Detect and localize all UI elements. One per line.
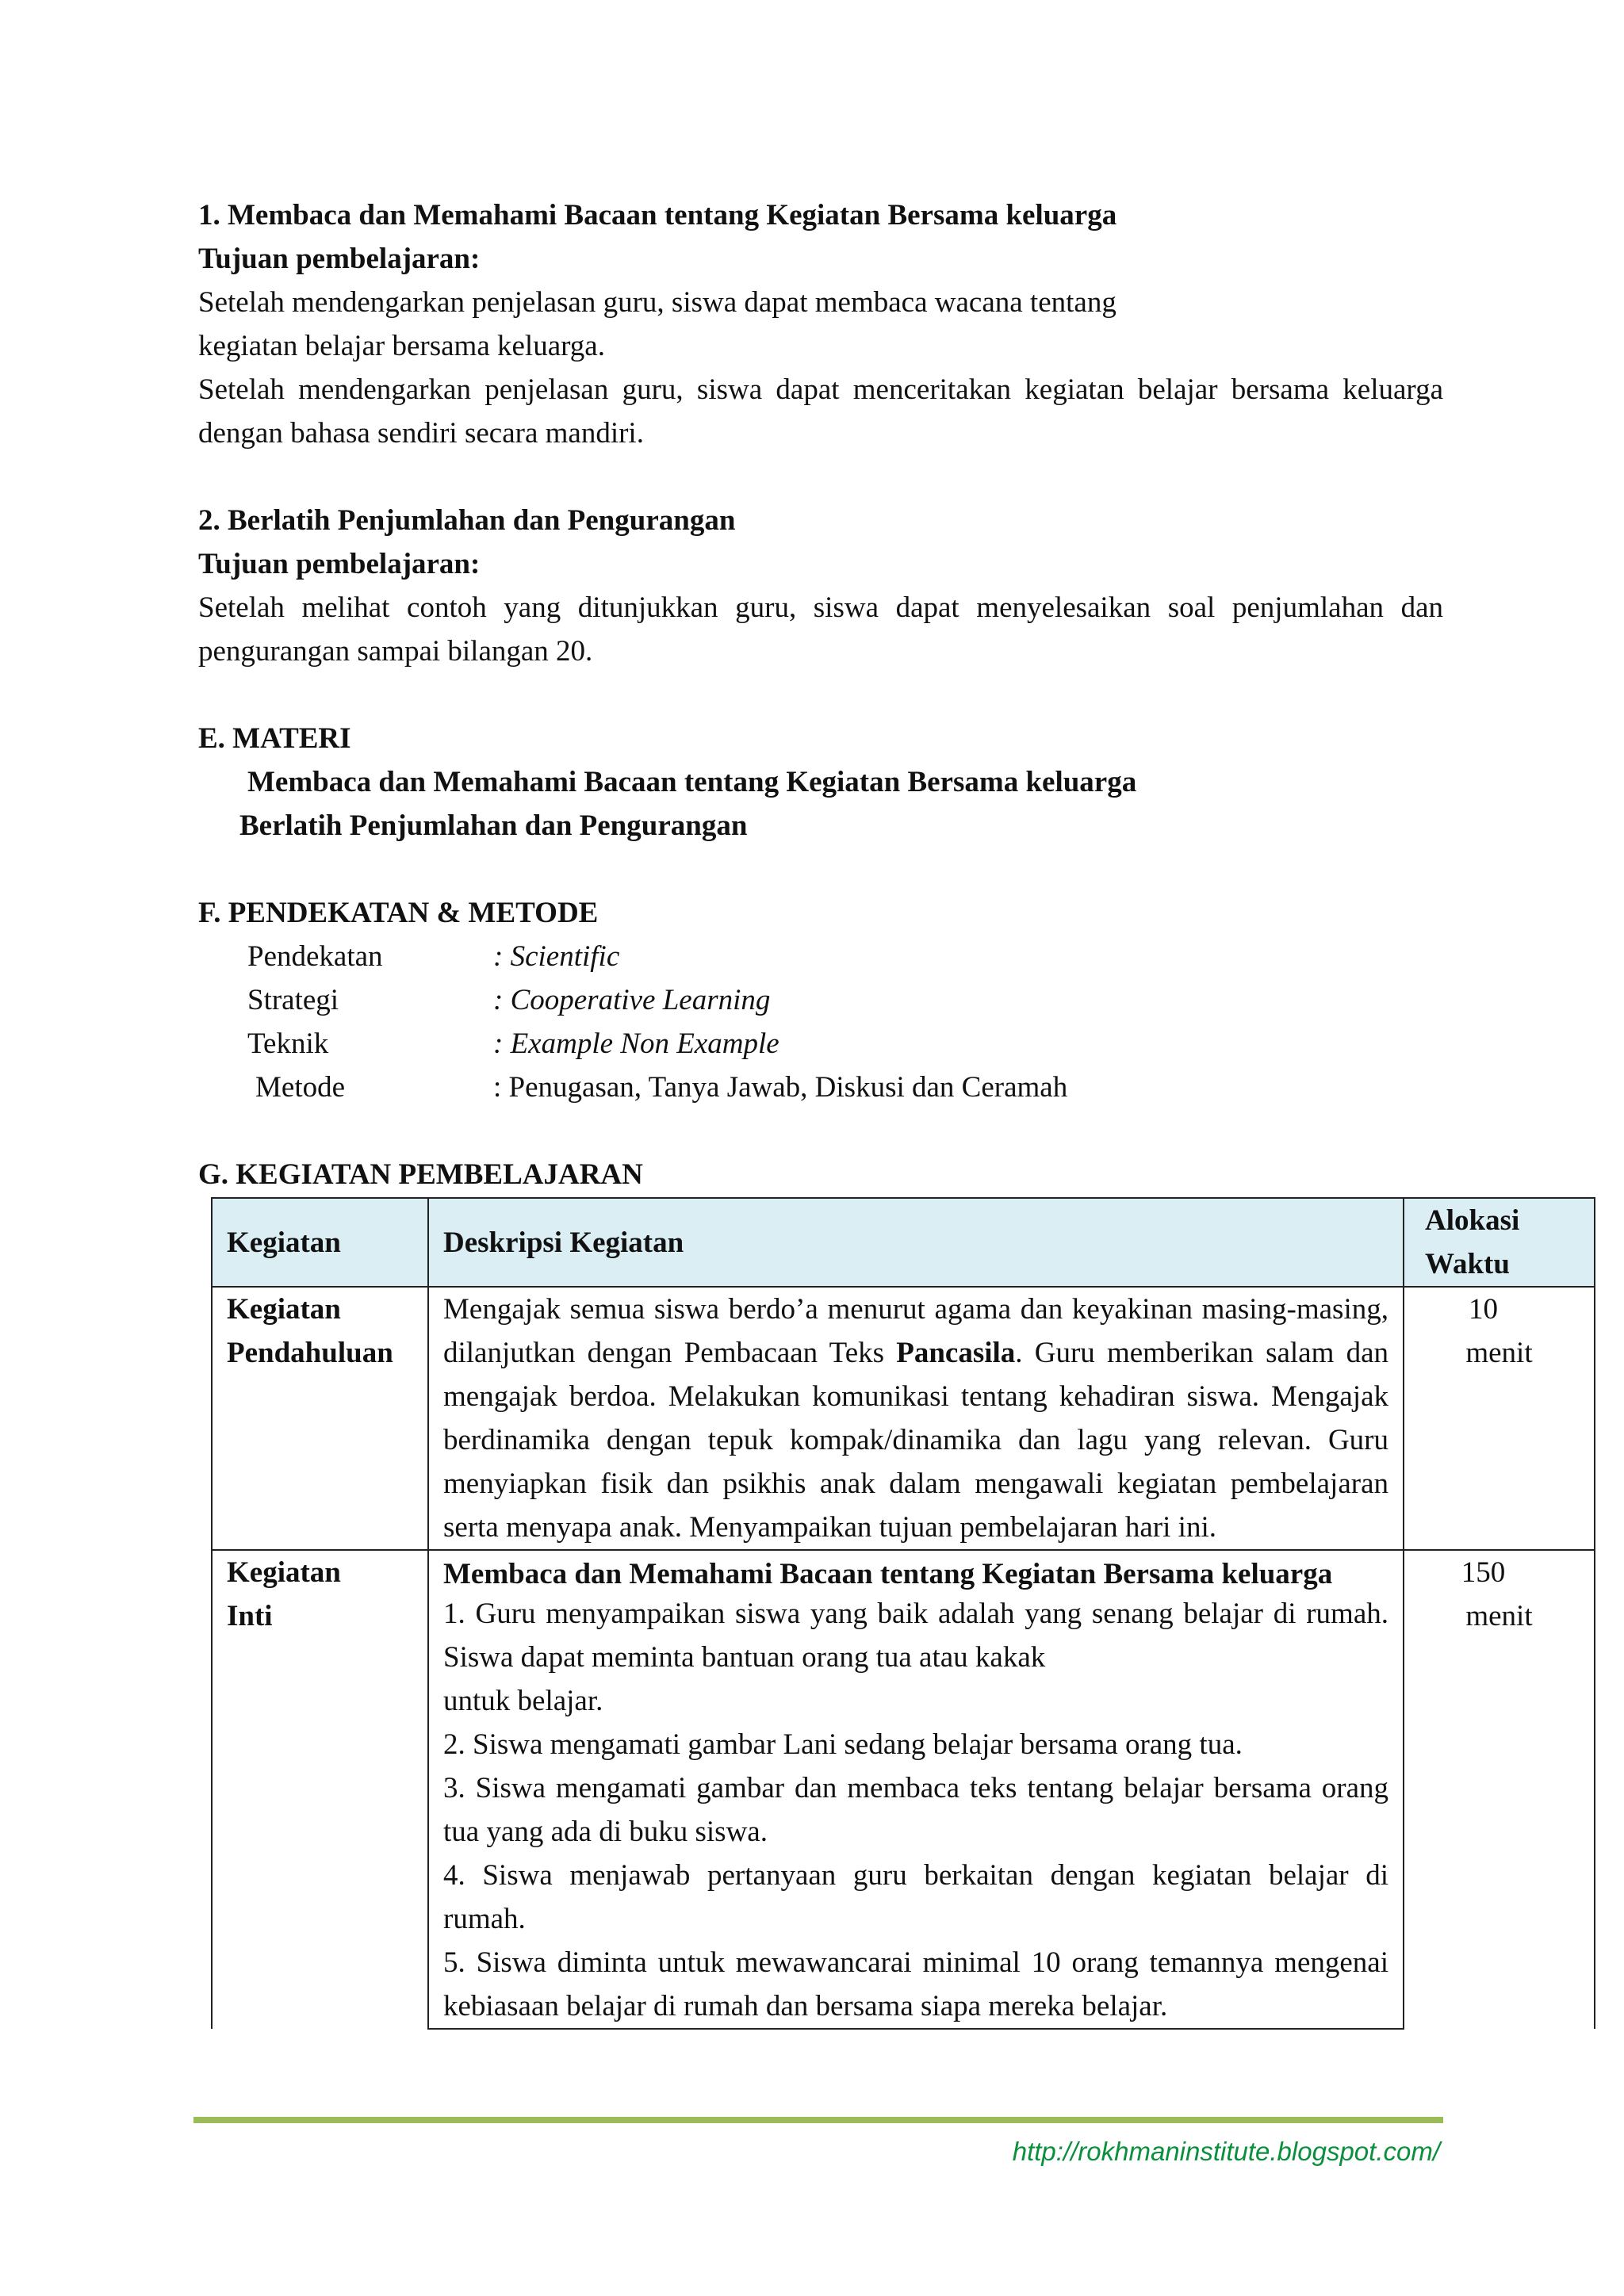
section-1-paragraph-2: Setelah mendengarkan penjelasan guru, siswa dapat menceritakan kegiatan belajar bersama keluarga dengan bahasa sendiri secara mandiri.	[198, 373, 1443, 450]
waktu-value: 150	[1461, 1556, 1506, 1589]
inti-item-2: 2. Siswa mengamati gambar Lani sedang belajar bersama orang tua.	[443, 1728, 1243, 1761]
pendekatan-value: : Scientific	[493, 940, 620, 973]
section-2-tujuan-label: Tujuan pembelajaran:	[198, 548, 481, 580]
desc-text-bold: Pancasila	[896, 1337, 1016, 1369]
footer-rule	[193, 2117, 1443, 2123]
kegiatan-table	[211, 1197, 1595, 2030]
cell-deskripsi-inti	[428, 1550, 1404, 2029]
document-body	[198, 193, 1443, 1196]
inti-subheading: Membaca dan Memahami Bacaan tentang Kegiatan Bersama keluarga	[443, 1558, 1333, 1590]
cell-kegiatan-line-2: Pendahuluan	[227, 1337, 393, 1369]
pendekatan-row	[198, 935, 1443, 978]
metode-value: : Penugasan, Tanya Jawab, Diskusi dan Ceramah	[493, 1071, 1068, 1104]
waktu-unit: menit	[1465, 1600, 1533, 1632]
header-kegiatan: Kegiatan	[212, 1198, 428, 1287]
inti-item-5: 5. Siswa diminta untuk mewawancarai minimal 10 orang temannya mengenai kebiasaan belajar di rumah dan bersama siapa mereka belajar.	[443, 1946, 1388, 2022]
table-row	[212, 1550, 1595, 2029]
materi-item-1: Membaca dan Memahami Bacaan tentang Kegiatan Bersama keluarga	[247, 766, 1137, 798]
waktu-unit: menit	[1465, 1337, 1533, 1369]
cell-kegiatan-line-2: Inti	[227, 1600, 273, 1632]
section-1-heading: 1. Membaca dan Memahami Bacaan tentang Kegiatan Bersama keluarga	[198, 199, 1117, 232]
section-1-paragraph-1-line-2: kegiatan belajar bersama keluarga.	[198, 330, 605, 362]
cell-deskripsi-pendahuluan	[428, 1287, 1404, 1550]
cell-waktu-inti	[1404, 1550, 1595, 2029]
pendekatan-heading: F. PENDEKATAN & METODE	[198, 897, 599, 929]
inti-item-1-cont: untuk belajar.	[443, 1685, 603, 1717]
pendekatan-key: Pendekatan	[247, 940, 383, 973]
cell-kegiatan-pendahuluan	[212, 1287, 428, 1550]
section-1-tujuan-label: Tujuan pembelajaran:	[198, 243, 481, 275]
table-row	[212, 1287, 1595, 1550]
cell-waktu-pendahuluan	[1404, 1287, 1595, 1550]
section-2-paragraph: Setelah melihat contoh yang ditunjukkan guru, siswa dapat menyelesaikan soal penjumlahan dan pengurangan sampai bilangan 20.	[198, 591, 1443, 668]
waktu-value: 10	[1469, 1293, 1498, 1326]
materi-heading: E. MATERI	[198, 722, 351, 755]
cell-kegiatan-line-1: Kegiatan	[227, 1556, 341, 1589]
teknik-row	[198, 1022, 1443, 1066]
inti-item-4: 4. Siswa menjawab pertanyaan guru berkaitan dengan kegiatan belajar di rumah.	[443, 1859, 1388, 1935]
teknik-key: Teknik	[247, 1027, 329, 1060]
metode-key: Metode	[255, 1071, 346, 1104]
strategi-key: Strategi	[247, 984, 339, 1016]
footer-url[interactable]: http://rokhmaninstitute.blogspot.com/	[1012, 2137, 1440, 2166]
inti-item-3: 3. Siswa mengamati gambar dan membaca teks tentang belajar bersama orang tua yang ada di buku siswa.	[443, 1772, 1388, 1848]
section-2-heading: 2. Berlatih Penjumlahan dan Pengurangan	[198, 504, 736, 537]
strategi-value: : Cooperative Learning	[493, 984, 771, 1016]
cell-kegiatan-inti	[212, 1550, 428, 2029]
kegiatan-heading: G. KEGIATAN PEMBELAJARAN	[198, 1158, 643, 1191]
header-alokasi-waktu: Alokasi Waktu	[1404, 1198, 1595, 1287]
cell-kegiatan-line-1: Kegiatan	[227, 1293, 341, 1326]
inti-item-1: 1. Guru menyampaikan siswa yang baik adalah yang senang belajar di rumah. Siswa dapat meminta bantuan orang tua atau kakak	[443, 1598, 1388, 1674]
desc-text-after: . Guru memberikan salam dan mengajak berdoa. Melakukan komunikasi tentang kehadiran siswa. Mengajak berdinamika dengan tepuk kompak/dinamika dan lagu yang relevan. Guru menyiapkan fisik dan psikhis anak dalam mengawali kegiatan pembelajaran serta menyapa anak. Menyampaikan tujuan pembelajaran hari ini.	[443, 1337, 1388, 1544]
desc-text-before: Mengajak semua siswa berdo’a menurut agama dan keyakinan masing-masing, dilanjutkan dengan Pembacaan Teks	[443, 1293, 1388, 1369]
teknik-value: : Example Non Example	[493, 1027, 779, 1060]
section-1-paragraph-1-line-1: Setelah mendengarkan penjelasan guru, siswa dapat membaca wacana tentang	[198, 286, 1116, 319]
strategi-row	[198, 978, 1443, 1022]
header-deskripsi: Deskripsi Kegiatan	[428, 1198, 1404, 1287]
metode-row	[198, 1066, 1443, 1109]
table-header-row	[212, 1198, 1595, 1287]
materi-item-2: Berlatih Penjumlahan dan Pengurangan	[239, 809, 748, 842]
